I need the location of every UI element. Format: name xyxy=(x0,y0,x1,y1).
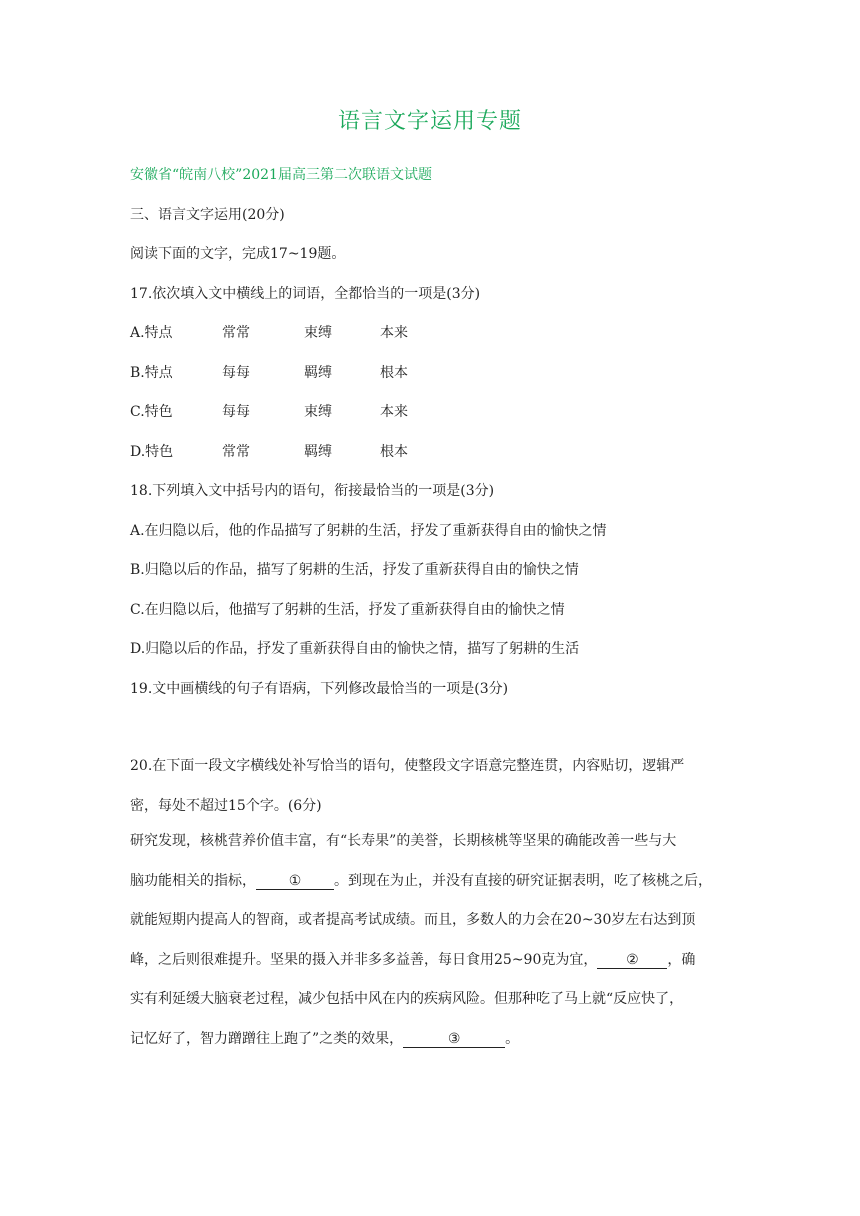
question-20-stem-line1: 20.在下面一段文字横线处补写恰当的语句，使整段文字语意完整连贯，内容贴切，逻辑严 xyxy=(130,758,685,774)
passage-line: 实有利延缓大脑衰老过程，减少包括中风在内的疾病风险。但那种吃了马上就“反应快了， xyxy=(130,991,684,1007)
option-word: 羁缚 xyxy=(304,444,332,460)
q17-option-c xyxy=(130,401,408,421)
q18-option-a: A.在归隐以后，他的作品描写了躬耕的生活，抒发了重新获得自由的愉快之情 xyxy=(130,523,607,539)
passage-line: 研究发现，核桃营养价值丰富，有“长寿果”的美誉，长期核桃等坚果的确能改善一些与大 xyxy=(130,833,677,849)
passage-text: 峰，之后则很难提升。坚果的摄入并非多多益善，每日食用25~90克为宜， xyxy=(130,951,598,968)
option-word: 常常 xyxy=(222,444,250,460)
answer-blank-3[interactable]: ③ xyxy=(403,1031,505,1048)
answer-blank-1[interactable]: ① xyxy=(256,873,334,890)
q20-passage xyxy=(130,822,730,1059)
option-word: 每每 xyxy=(222,404,250,420)
passage-text: 脑功能相关的指标， xyxy=(130,872,256,889)
option-word: 根本 xyxy=(380,444,408,460)
passage-line xyxy=(130,941,730,981)
answer-blank-2[interactable]: ② xyxy=(597,952,667,969)
option-word: 每每 xyxy=(222,365,250,381)
question-18-stem: 18.下列填入文中括号内的语句，衔接最恰当的一项是(3分) xyxy=(130,483,495,499)
option-word: 本来 xyxy=(380,325,408,341)
q18-option-c: C.在归隐以后，他描写了躬耕的生活，抒发了重新获得自由的愉快之情 xyxy=(130,602,565,618)
option-word: 束缚 xyxy=(304,404,332,420)
section-heading: 三、语言文字运用(20分) xyxy=(130,207,285,223)
q18-option-b: B.归隐以后的作品，描写了躬耕的生活，抒发了重新获得自由的愉快之情 xyxy=(130,562,579,578)
question-20-stem-line2: 密，每处不超过15个字。(6分) xyxy=(130,798,322,814)
passage-text: 记忆好了，智力蹭蹭往上跑了”之类的效果， xyxy=(130,1030,404,1047)
question-17-stem: 17.依次填入文中横线上的词语，全都恰当的一项是(3分) xyxy=(130,286,481,302)
question-19-stem: 19.文中画横线的句子有语病，下列修改最恰当的一项是(3分) xyxy=(130,681,509,697)
option-label: A.特点 xyxy=(130,325,173,341)
passage-text: 。到现在为止，并没有直接的研究证据表明，吃了核桃之后， xyxy=(334,872,712,889)
option-label: D.特色 xyxy=(130,444,174,460)
option-word: 本来 xyxy=(380,404,408,420)
passage-line xyxy=(130,1020,730,1060)
option-word: 羁缚 xyxy=(304,365,332,381)
q17-option-d xyxy=(130,441,408,461)
option-word: 束缚 xyxy=(304,325,332,341)
option-word: 根本 xyxy=(380,365,408,381)
page-title: 语言文字运用专题 xyxy=(337,109,522,134)
instruction-text: 阅读下面的文字，完成17~19题。 xyxy=(130,246,346,262)
q17-option-b xyxy=(130,362,408,382)
passage-line: 就能短期内提高人的智商，或者提高考试成绩。而且，多数人的力会在20~30岁左右达到顶 xyxy=(130,912,696,928)
q17-option-a xyxy=(130,322,408,342)
option-label: B.特点 xyxy=(130,365,173,381)
passage-line xyxy=(130,862,730,902)
passage-text: ，确 xyxy=(667,951,696,968)
passage-text: 。 xyxy=(505,1030,520,1047)
option-label: C.特色 xyxy=(130,404,173,420)
source-line: 安徽省“皖南八校”2021届高三第二次联语文试题 xyxy=(130,167,432,183)
q18-option-d: D.归隐以后的作品，抒发了重新获得自由的愉快之情，描写了躬耕的生活 xyxy=(130,641,580,657)
option-word: 常常 xyxy=(222,325,250,341)
